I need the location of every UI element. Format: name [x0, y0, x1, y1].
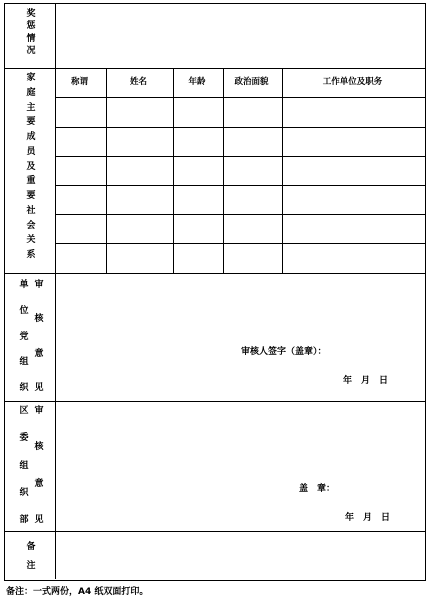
label-char: 组 — [19, 357, 29, 368]
label-char: 见 — [34, 382, 44, 393]
label-char: 情 — [26, 33, 36, 44]
district-review-label-left — [18, 407, 30, 525]
label-char: 系 — [26, 250, 36, 260]
unit-reviewer-signature: 审核人签字（盖章）： — [241, 347, 327, 357]
footer-note: 备注：一式两份，A4 纸双面打印。 — [6, 587, 149, 597]
district-review-date: 年 月 日 — [345, 513, 391, 523]
label-char: 要 — [26, 117, 36, 128]
header-name: 姓名 — [129, 77, 147, 87]
column-divider — [106, 68, 107, 273]
header-age: 年龄 — [188, 77, 206, 87]
label-char: 单 — [19, 280, 29, 290]
label-char: 成 — [26, 132, 36, 142]
label-char: 见 — [34, 514, 44, 525]
row-divider — [55, 214, 425, 215]
label-char: 区 — [19, 406, 29, 416]
label-char: 审 — [34, 406, 44, 416]
row-divider — [5, 531, 425, 532]
label-char: 审 — [34, 280, 44, 290]
district-review-label-right — [33, 407, 45, 525]
family-label — [24, 74, 38, 260]
column-divider — [282, 68, 283, 273]
label-column-divider — [55, 4, 56, 579]
label-char: 况 — [26, 45, 36, 56]
district-seal: 盖 章： — [299, 484, 336, 494]
column-divider — [223, 68, 224, 273]
registration-form-table — [4, 3, 426, 581]
row-divider — [5, 273, 425, 274]
label-char: 组 — [19, 460, 29, 471]
label-char: 关 — [26, 235, 36, 246]
label-char: 及 — [26, 161, 36, 172]
label-char: 意 — [34, 348, 44, 359]
label-char: 会 — [26, 220, 36, 231]
unit-review-label-right — [33, 281, 45, 393]
row-divider — [55, 243, 425, 244]
header-title: 称谓 — [70, 77, 88, 87]
label-char: 要 — [26, 191, 36, 201]
label-char: 核 — [34, 442, 44, 453]
row-divider — [55, 185, 425, 186]
row-divider — [55, 97, 425, 98]
label-char: 奖 — [26, 9, 36, 19]
label-char: 意 — [34, 478, 44, 489]
unit-review-date: 年 月 日 — [343, 376, 389, 386]
label-char: 备 — [26, 542, 36, 552]
label-char: 员 — [26, 146, 36, 157]
label-char: 家 — [26, 73, 36, 83]
label-char: 党 — [19, 331, 29, 342]
rewards-label — [24, 10, 38, 56]
row-divider — [5, 401, 425, 402]
label-char: 位 — [19, 305, 29, 316]
unit-review-label-left — [18, 281, 30, 393]
remarks-label — [24, 543, 38, 571]
row-divider — [5, 68, 425, 69]
row-divider — [55, 156, 425, 157]
label-char: 主 — [26, 102, 36, 113]
label-char: 核 — [34, 314, 44, 325]
label-char: 重 — [26, 176, 36, 187]
label-char: 织 — [19, 383, 29, 393]
label-char: 部 — [19, 515, 29, 525]
label-char: 委 — [19, 433, 29, 444]
header-workplace-position: 工作单位及职务 — [322, 77, 383, 87]
column-divider — [173, 68, 174, 273]
label-char: 惩 — [26, 21, 36, 32]
label-char: 注 — [26, 561, 36, 571]
label-char: 庭 — [26, 87, 36, 98]
header-political-status: 政治面貌 — [234, 77, 269, 87]
row-divider — [55, 127, 425, 128]
label-char: 社 — [26, 205, 36, 216]
label-char: 织 — [19, 487, 29, 498]
